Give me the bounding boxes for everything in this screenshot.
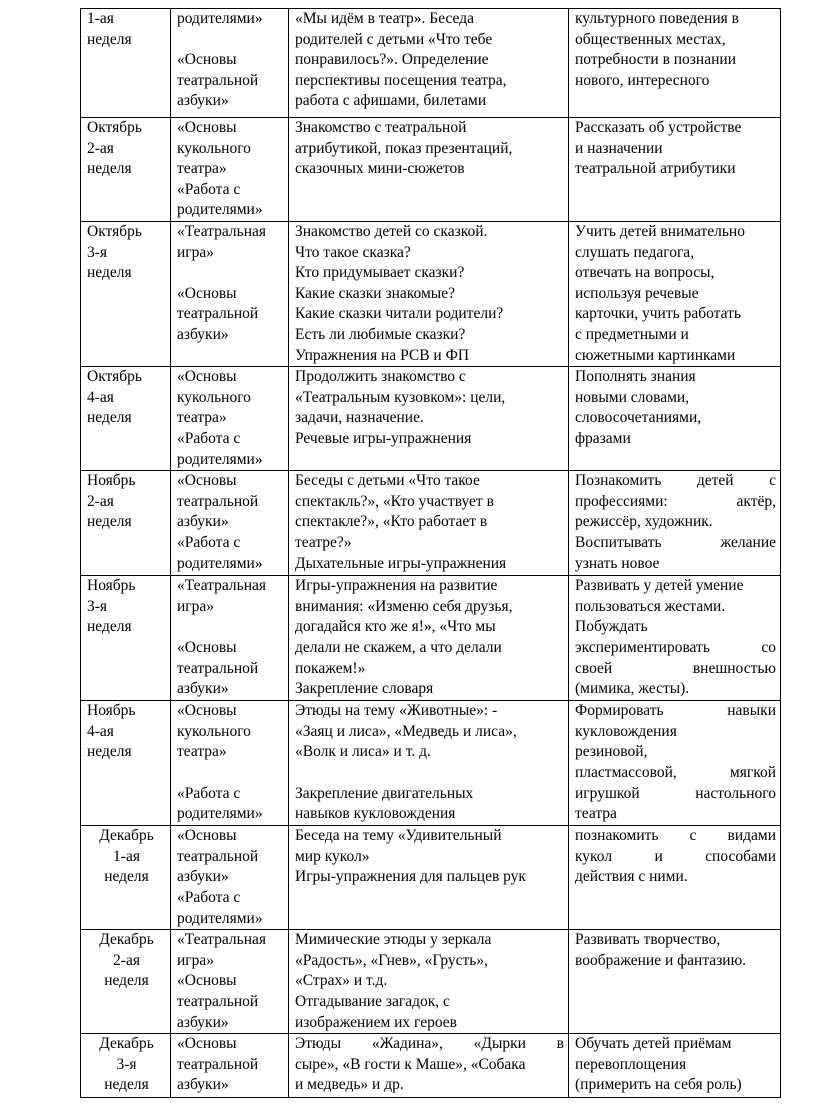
forms-cell — [171, 1034, 289, 1098]
cell-line: нового, интересного — [575, 71, 710, 89]
cell-line: Речевые игры-упражнения — [295, 429, 472, 447]
cell-line: своей внешностью — [575, 659, 776, 677]
cell-line: и медведь» и др. — [295, 1076, 404, 1094]
cell-line: режиссёр, художник. — [575, 513, 713, 531]
cell-line: спектакле?», «Кто работает в — [295, 513, 488, 531]
cell-line: пользоваться жестами. — [575, 597, 726, 615]
table-row — [81, 701, 781, 826]
period-cell — [81, 576, 171, 701]
cell-line: слушать педагога, — [575, 243, 695, 261]
cell-line: Есть ли любимые сказки? — [295, 325, 466, 343]
cell-line: Знакомство детей со сказкой. — [295, 223, 488, 240]
cell-line: театральной — [177, 305, 259, 323]
cell-line: «Основы — [177, 1035, 237, 1053]
cell-line: азбуки» — [177, 1013, 229, 1031]
cell-line: «Работа с — [177, 533, 241, 551]
plan-table-body — [81, 9, 781, 1098]
cell-line: «Основы — [177, 368, 237, 386]
cell-line: азбуки» — [177, 92, 229, 110]
cell-line: «Основы — [177, 702, 237, 720]
forms-cell — [171, 701, 289, 826]
cell-line: «Театральная — [177, 931, 267, 949]
cell-line: 3-я — [116, 1055, 137, 1073]
cell-line: «Основы — [177, 119, 237, 136]
content-cell — [289, 576, 569, 701]
cell-line: азбуки» — [177, 325, 229, 343]
period-cell — [81, 701, 171, 826]
cell-line: неделя — [87, 160, 132, 178]
cell-line: игра» — [177, 597, 215, 615]
cell-line: театра» — [177, 409, 227, 427]
cell-line: «Основы — [177, 51, 237, 69]
cell-line: «Основы — [177, 638, 237, 656]
cell-line: кукол и способами — [575, 847, 776, 865]
cell-line: пластмассовой, мягкой — [575, 763, 776, 781]
cell-line: «Основы — [177, 284, 237, 302]
goals-cell — [569, 367, 781, 471]
cell-line: Обучать детей приёмам — [575, 1035, 732, 1053]
cell-line: театральной — [177, 992, 259, 1010]
cell-line: карточки, учить работать — [575, 305, 741, 323]
cell-line: «Волк и лиса» и т. д. — [295, 743, 431, 761]
cell-line: кукольного — [177, 722, 251, 740]
cell-line: «Основы — [177, 827, 237, 845]
cell-line: неделя — [87, 30, 132, 48]
cell-line: кукловождения — [575, 722, 677, 740]
cell-line: неделя — [87, 743, 132, 761]
table-row — [81, 576, 781, 701]
cell-line: используя речевые — [575, 284, 699, 302]
cell-line: Познакомить детей с — [575, 472, 776, 490]
table-row — [81, 930, 781, 1034]
forms-cell — [171, 222, 289, 367]
cell-line: театральной — [177, 1055, 259, 1073]
content-cell — [289, 930, 569, 1034]
period-cell — [81, 826, 171, 930]
cell-line: общественных местах, — [575, 30, 726, 48]
cell-line: сюжетными картинками — [575, 346, 736, 364]
cell-line: театральной — [177, 492, 259, 510]
cell-line: перспективы посещения театра, — [295, 71, 507, 89]
cell-line: Игры-упражнения на развитие — [295, 577, 498, 595]
cell-line: Декабрь — [99, 1035, 154, 1053]
cell-line: воображение и фантазию. — [575, 951, 747, 969]
cell-line: родителями» — [177, 10, 263, 27]
cell-line: Кто придумывает сказки? — [295, 264, 465, 282]
goals-cell — [569, 222, 781, 367]
cell-line: Мимические этюды у зеркала — [295, 931, 492, 949]
cell-line: Какие сказки знакомые? — [295, 284, 455, 302]
cell-line: неделя — [87, 409, 132, 427]
content-cell — [289, 222, 569, 367]
cell-line: «Основы — [177, 472, 237, 490]
table-row — [81, 9, 781, 118]
cell-line: Отгадывание загадок, с — [295, 992, 450, 1010]
cell-line: Продолжить знакомство с — [295, 368, 466, 386]
cell-line: 3-я — [87, 243, 108, 261]
period-cell — [81, 1034, 171, 1098]
cell-line: экспериментировать со — [575, 638, 776, 656]
cell-line: «Мы идём в театр». Беседа — [295, 10, 474, 27]
cell-line: азбуки» — [177, 680, 229, 698]
cell-line: Закрепление двигательных — [295, 784, 474, 802]
goals-cell — [569, 576, 781, 701]
cell-line: новыми словами, — [575, 388, 690, 406]
cell-line: «Работа с — [177, 180, 241, 198]
cell-line: мир кукол» — [295, 847, 370, 865]
cell-line: 1-ая — [87, 10, 114, 27]
cell-line: Дыхательные игры-упражнения — [295, 554, 507, 572]
cell-line: с предметными и — [575, 325, 689, 343]
cell-line: 2-ая — [87, 139, 114, 157]
cell-line: «Страх» и т.д. — [295, 972, 388, 990]
cell-line: Октябрь — [87, 223, 142, 240]
cell-line: Ноябрь — [87, 702, 136, 720]
forms-cell — [171, 367, 289, 471]
cell-line: «Основы — [177, 972, 237, 990]
cell-line: познакомить с видами — [575, 827, 776, 845]
cell-line: 3-я — [87, 597, 108, 615]
period-cell — [81, 471, 171, 576]
line-gap — [177, 617, 284, 638]
cell-line: театральной — [177, 71, 259, 89]
cell-line: театра» — [177, 743, 227, 761]
cell-line: словосочетаниями, — [575, 409, 702, 427]
cell-line: театра — [575, 805, 617, 823]
cell-line: (примерить на себя роль) — [575, 1076, 742, 1094]
cell-line: задачи, назначение. — [295, 409, 424, 427]
cell-line: Ноябрь — [87, 577, 136, 595]
cell-line: Побуждать — [575, 618, 648, 636]
cell-line: культурного поведения в — [575, 10, 739, 27]
cell-line: Пополнять знания — [575, 368, 696, 386]
cell-line: неделя — [104, 1076, 149, 1094]
cell-line: игра» — [177, 951, 215, 969]
cell-line: кукольного — [177, 388, 251, 406]
cell-line: Формировать навыки — [575, 702, 776, 720]
cell-line: театра» — [177, 160, 227, 178]
cell-line: изображением их героев — [295, 1013, 457, 1031]
cell-line: Развивать у детей умение — [575, 577, 744, 595]
cell-line: делали не скажем, а что делали — [295, 638, 502, 656]
goals-cell — [569, 826, 781, 930]
cell-line: неделя — [87, 264, 132, 282]
cell-line: 2-ая — [113, 951, 140, 969]
table-row — [81, 367, 781, 471]
forms-cell — [171, 118, 289, 222]
cell-line: Октябрь — [87, 368, 142, 386]
cell-line: (мимика, жесты). — [575, 680, 690, 698]
cell-line: Игры-упражнения для пальцев рук — [295, 868, 526, 886]
table-row — [81, 118, 781, 222]
cell-line: Какие сказки читали родители? — [295, 305, 504, 323]
cell-line: неделя — [87, 618, 132, 636]
cell-line: Что такое сказка? — [295, 243, 411, 261]
cell-line: игра» — [177, 243, 215, 261]
cell-line: перевоплощения — [575, 1055, 687, 1073]
goals-cell — [569, 701, 781, 826]
cell-line: 4-ая — [87, 388, 114, 406]
line-gap — [177, 263, 284, 284]
cell-line: сказочных мини-сюжетов — [295, 160, 465, 178]
cell-line: спектакль?», «Кто участвует в — [295, 492, 494, 510]
cell-line: потребности в познании — [575, 51, 736, 69]
cell-line: внимания: «Изменю себя друзья, — [295, 597, 513, 615]
period-cell — [81, 222, 171, 367]
cell-line: «Работа с — [177, 784, 241, 802]
cell-line: «Работа с — [177, 429, 241, 447]
cell-line: действия с ними. — [575, 868, 688, 886]
cell-line: «Театральная — [177, 577, 267, 595]
goals-cell — [569, 1034, 781, 1098]
cell-line: Воспитывать желание — [575, 533, 776, 551]
period-cell — [81, 9, 171, 118]
period-cell — [81, 367, 171, 471]
forms-cell — [171, 576, 289, 701]
cell-line: родителями» — [177, 805, 263, 823]
cell-line: догадайся кто же я!», «Что мы — [295, 618, 496, 636]
line-gap — [177, 763, 284, 784]
cell-line: резиновой, — [575, 743, 648, 761]
goals-cell — [569, 9, 781, 118]
table-row — [81, 826, 781, 930]
cell-line: театре?» — [295, 533, 352, 551]
goals-cell — [569, 118, 781, 222]
forms-cell — [171, 9, 289, 118]
cell-line: неделя — [104, 868, 149, 886]
cell-line: «Театральная — [177, 223, 267, 240]
cell-line: Упражнения на РСВ и ФП — [295, 346, 470, 364]
cell-line: Знакомство с театральной — [295, 119, 467, 136]
cell-line: понравилось?». Определение — [295, 51, 489, 69]
cell-line: профессиями: актёр, — [575, 492, 776, 510]
cell-line: азбуки» — [177, 513, 229, 531]
cell-line: Ноябрь — [87, 472, 136, 490]
table-row — [81, 1034, 781, 1098]
cell-line: отвечать на вопросы, — [575, 264, 715, 282]
cell-line: «Заяц и лиса», «Медведь и лиса», — [295, 722, 517, 740]
cell-line: родителями» — [177, 201, 263, 219]
content-cell — [289, 9, 569, 118]
cell-line: сыре», «В гости к Маше», «Собака — [295, 1055, 526, 1073]
cell-line: Декабрь — [99, 931, 154, 949]
cell-line: «Радость», «Гнев», «Грусть», — [295, 951, 488, 969]
cell-line: покажем!» — [295, 659, 366, 677]
content-cell — [289, 367, 569, 471]
goals-cell — [569, 471, 781, 576]
cell-line: театральной — [177, 659, 259, 677]
cell-line: родителями» — [177, 554, 263, 572]
content-cell — [289, 118, 569, 222]
cell-line: азбуки» — [177, 868, 229, 886]
cell-line: работа с афишами, билетами — [295, 92, 487, 110]
cell-line: «Работа с — [177, 888, 241, 906]
forms-cell — [171, 930, 289, 1034]
cell-line: Развивать творчество, — [575, 931, 721, 949]
forms-cell — [171, 826, 289, 930]
content-cell — [289, 826, 569, 930]
cell-line: театральной атрибутики — [575, 160, 736, 178]
cell-line: атрибутикой, показ презентаций, — [295, 139, 513, 157]
table-row — [81, 471, 781, 576]
cell-line: родителями» — [177, 909, 263, 927]
cell-line: игрушкой настольного — [575, 784, 776, 802]
cell-line: фразами — [575, 429, 631, 447]
cell-line: театральной — [177, 847, 259, 865]
line-gap — [295, 763, 564, 784]
cell-line: Октябрь — [87, 119, 142, 136]
cell-line: родителей с детьми «Что тебе — [295, 30, 493, 48]
cell-line: «Театральным кузовком»: цели, — [295, 388, 506, 406]
cell-line: Этюды на тему «Животные»: - — [295, 702, 498, 720]
cell-line: кукольного — [177, 139, 251, 157]
cell-line: неделя — [104, 972, 149, 990]
content-cell — [289, 701, 569, 826]
content-cell — [289, 471, 569, 576]
cell-line: узнать новое — [575, 554, 660, 572]
cell-line: неделя — [87, 513, 132, 531]
cell-line: азбуки» — [177, 1076, 229, 1094]
cell-line: Беседа на тему «Удивительный — [295, 827, 502, 845]
table-row — [81, 222, 781, 367]
cell-line: 4-ая — [87, 722, 114, 740]
cell-line: Закрепление словаря — [295, 680, 434, 698]
period-cell — [81, 930, 171, 1034]
goals-cell — [569, 930, 781, 1034]
content-cell — [289, 1034, 569, 1098]
line-gap — [177, 30, 284, 51]
cell-line: Рассказать об устройстве — [575, 119, 742, 136]
forms-cell — [171, 471, 289, 576]
cell-line: родителями» — [177, 450, 263, 468]
plan-table — [80, 8, 781, 1098]
cell-line: 2-ая — [87, 492, 114, 510]
cell-line: Беседы с детьми «Что такое — [295, 472, 480, 490]
cell-line: Декабрь — [99, 827, 154, 845]
period-cell — [81, 118, 171, 222]
cell-line: и назначении — [575, 139, 663, 157]
cell-line: навыков кукловождения — [295, 805, 456, 823]
cell-line: Этюды «Жадина», «Дырки в — [295, 1035, 564, 1053]
cell-line: Учить детей внимательно — [575, 223, 745, 240]
cell-line: 1-ая — [113, 847, 140, 865]
